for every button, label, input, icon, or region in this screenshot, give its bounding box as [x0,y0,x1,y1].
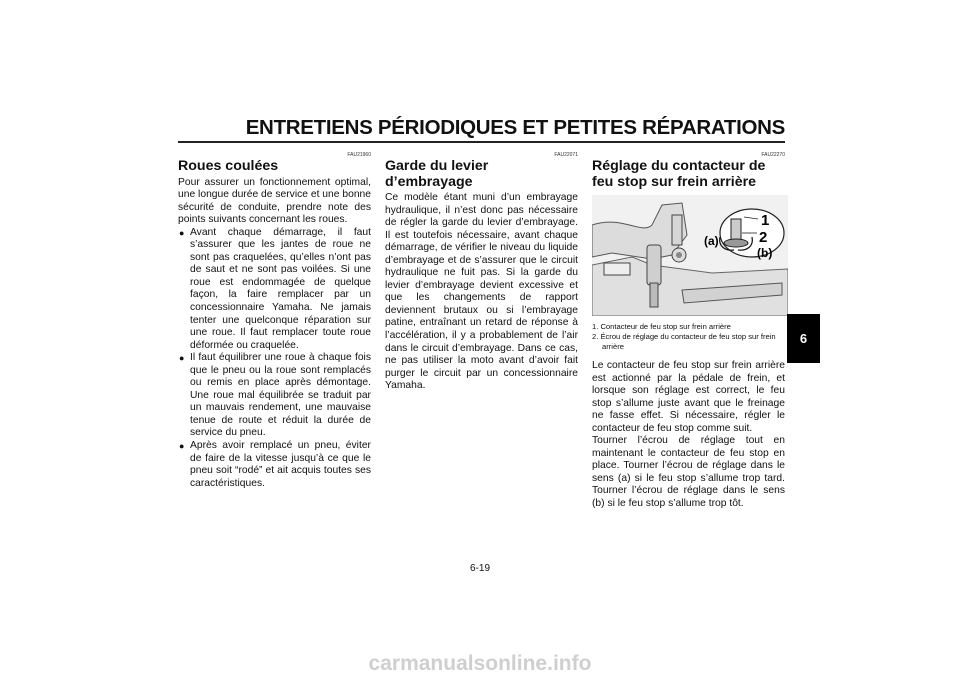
list-item: ● Après avoir remplacé un pneu, éviter de faire de la vitesse jusqu’à ce que le pneu soit “rodé” et ait acquis toutes ses caractéristiques. [179,439,371,489]
figure-label-2: 2 [759,229,768,246]
chapter-tab: 6 [787,314,820,363]
section-heading: Réglage du contacteur de feu stop sur frein arrière [592,158,766,190]
section-code: FAU22071 [554,152,578,158]
section-body: Ce modèle étant muni d’un embrayage hydraulique, il n’est donc pas nécessaire de régler la garde du levier d’embrayage. Il est toutefois nécessaire, avant chaque démarrage, de vérifier le niveau du liquide d’embrayage et de s’assurer que le circuit hydraulique ne fuit pas. Si la garde du levier d’embrayage devient excessive et que les changements de rapport deviennent brutaux ou si l’embrayage patine, entraînant un retard de réponse à l’accélération, il y a probablement de l’air dans le circuit d’embrayage. Dans ce cas, ne pas utiliser la moto avant d’avoir fait purger le circuit par un concessionnaire Yamaha. [385,192,578,392]
list-item: ● Avant chaque démarrage, il faut s’assurer que les jantes de roue ne sont pas craquelées, qu’elles n’ont pas de saut et ne sont pas voilées. Si une roue est endommagée de quelque façon, la faire remplacer par un concessionnaire Yamaha. Ne jamais tenter une quelconque réparation sur une roue. Il faut remplacer toute roue déformée ou craquelée. [179,226,371,351]
section-paragraph: Tourner l’écrou de réglage tout en maintenant le contacteur de feu stop en place. Tourner l’écrou de réglage dans le sens (a) si le feu stop s’allume trop tard. Tourner l’écrou de réglage dans le sens (b) si le feu stop s’allume trop tôt. [592,435,785,510]
bullet-list [178,227,371,490]
section-heading: Garde du levier d’embrayage [385,158,489,190]
section-code: FAU22270 [761,152,785,158]
figure-label-a: (a) [704,234,719,248]
figure-label-b: (b) [757,246,773,260]
section-heading: Roues coulées [178,158,279,174]
page-number: 6-19 [469,563,490,574]
watermark: carmanualsonline.info [368,652,592,675]
section-code: FAU21960 [347,152,371,158]
column-brake-switch [592,152,785,511]
column-wheels [178,152,371,490]
column-clutch [385,152,578,393]
figure-label-1: 1 [761,212,770,229]
brake-switch-figure [592,195,788,316]
page-header-title: ENTRETIENS PÉRIODIQUES ET PETITES RÉPARATIONS [245,116,785,139]
brake-switch-illustration [592,195,788,316]
figure-captions [592,322,785,352]
caption-item: 1. Contacteur de feu stop sur frein arrière [592,322,731,331]
header-rule [178,141,785,143]
bullet-dot-icon: ● [179,227,185,238]
section-intro: Pour assurer un fonctionnement optimal, une longue durée de service et une bonne sécurité de conduite, prendre note des points suivants concernant les roues. [178,176,371,226]
bullet-dot-icon: ● [179,440,185,451]
caption-item: 2. Écrou de réglage du contacteur de feu stop sur frein arrière [592,332,776,351]
list-item: ● Il faut équilibrer une roue à chaque fois que le pneu ou la roue sont remplacés ou remis en place après démontage. Une roue mal équilibrée se traduit par un mauvais rendement, une mauvaise tenue de route et réduit la durée de service du pneu. [179,352,371,439]
section-paragraph: Le contacteur de feu stop sur frein arrière est actionné par la pédale de frein, et lorsque son réglage est correct, le feu stop s’allume juste avant que le freinage ne fasse effet. Si nécessaire, régler le contacteur de feu stop comme suit. [592,360,785,434]
bullet-dot-icon: ● [179,353,185,364]
